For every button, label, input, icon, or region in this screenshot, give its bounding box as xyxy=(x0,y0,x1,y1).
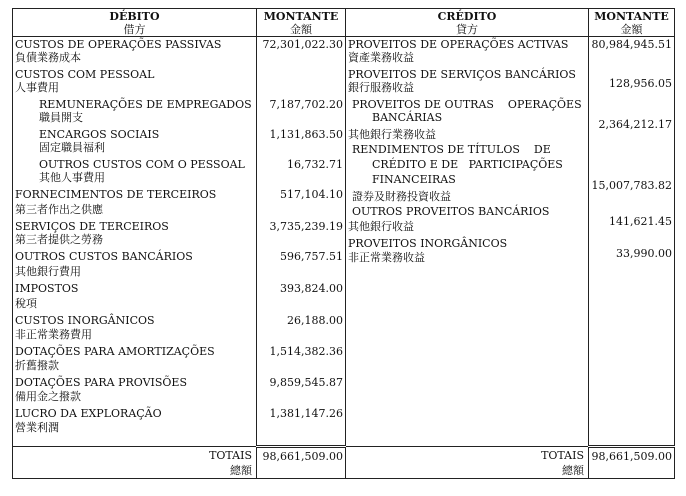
credit-amount: 15,007,783.82 xyxy=(591,179,672,192)
debit-total-label-zh: 總額 xyxy=(230,464,252,477)
amount-title-2: MONTANTE xyxy=(594,10,669,23)
credit-amount: 33,990.00 xyxy=(616,247,672,260)
debit-amount: 596,757.51 xyxy=(280,250,343,263)
debit-line: DOTAÇÕES PARA PROVISÕES xyxy=(15,376,187,389)
debit-line: 人事費用 xyxy=(15,81,59,94)
debit-line: 負債業務成本 xyxy=(15,51,81,64)
credit-amount: 2,364,212.17 xyxy=(598,118,672,131)
debit-total: 98,661,509.00 xyxy=(262,450,343,463)
credit-line: 銀行服務收益 xyxy=(348,81,414,94)
credit-total-label: TOTAIS xyxy=(541,449,584,462)
credit-line: 其他銀行業務收益 xyxy=(348,128,436,141)
amount-title-zh-2: 金額 xyxy=(620,23,643,36)
debit-line: SERVIÇOS DE TERCEIROS xyxy=(15,220,169,233)
credit-line: BANCÁRIAS xyxy=(372,111,443,124)
credit-line: CRÉDITO E DE PARTICIPAÇÕES xyxy=(372,158,563,171)
debit-line: 其他人事費用 xyxy=(39,171,105,184)
debit-header xyxy=(13,9,257,37)
debit-amount: 1,131,863.50 xyxy=(269,128,343,141)
profit-loss-table xyxy=(12,8,675,479)
credit-header xyxy=(346,9,589,37)
credit-line: PROVEITOS DE OPERAÇÕES ACTIVAS xyxy=(348,38,569,51)
debit-line: 折舊撥款 xyxy=(15,359,59,372)
amount-title: MONTANTE xyxy=(263,10,339,23)
credit-amount: 141,621.45 xyxy=(609,215,672,228)
debit-title-zh: 借方 xyxy=(123,23,146,36)
debit-line: ENCARGOS SOCIAIS xyxy=(39,128,160,141)
credit-line: PROVEITOS INORGÂNICOS xyxy=(348,237,508,250)
totals-row xyxy=(13,447,675,479)
debit-line: FORNECIMENTOS DE TERCEIROS xyxy=(15,188,217,201)
debit-line: 稅項 xyxy=(15,297,37,310)
debit-line: DOTAÇÕES PARA AMORTIZAÇÕES xyxy=(15,345,215,358)
debit-total-label-cell xyxy=(13,447,257,479)
credit-title: CRÉDITO xyxy=(437,10,497,23)
credit-line: 證券及財務投資收益 xyxy=(352,190,451,203)
debit-amount: 26,188.00 xyxy=(287,314,343,327)
debit-amount: 517,104.10 xyxy=(280,188,343,201)
debit-amount: 16,732.71 xyxy=(287,158,343,171)
credit-items-cell xyxy=(346,37,589,447)
credit-line: OUTROS PROVEITOS BANCÁRIOS xyxy=(352,205,550,218)
credit-line: PROVEITOS DE OUTRAS OPERAÇÕES xyxy=(352,98,582,111)
credit-amount-header xyxy=(589,9,675,37)
credit-amount: 80,984,945.51 xyxy=(591,38,672,51)
debit-amount-header xyxy=(257,9,346,37)
credit-total-label-zh: 總額 xyxy=(562,464,584,477)
credit-line: RENDIMENTOS DE TÍTULOS DE xyxy=(352,143,551,156)
debit-line: 營業利潤 xyxy=(15,421,59,434)
debit-line: CUSTOS INORGÂNICOS xyxy=(15,314,155,327)
debit-line: 第三者提供之勞務 xyxy=(15,233,103,246)
debit-line: REMUNERAÇÕES DE EMPREGADOS xyxy=(39,98,252,111)
debit-line: IMPOSTOS xyxy=(15,282,79,295)
debit-line: 非正常業務費用 xyxy=(15,328,92,341)
credit-amounts-cell xyxy=(589,37,675,447)
debit-amount: 1,514,382.36 xyxy=(269,345,343,358)
debit-line: 備用金之撥款 xyxy=(15,390,81,403)
debit-line: 其他銀行費用 xyxy=(15,265,81,278)
debit-line: 固定職員福利 xyxy=(39,141,105,154)
credit-line: 資產業務收益 xyxy=(348,51,414,64)
credit-title-zh: 貸方 xyxy=(456,23,478,36)
credit-total-label-cell xyxy=(346,447,589,479)
credit-line: 其他銀行收益 xyxy=(348,220,414,233)
debit-line: CUSTOS COM PESSOAL xyxy=(15,68,155,81)
debit-line: OUTROS CUSTOS COM O PESSOAL xyxy=(39,158,245,171)
debit-amount: 9,859,545.87 xyxy=(269,376,343,389)
debit-amount: 3,735,239.19 xyxy=(269,220,343,233)
debit-amount: 393,824.00 xyxy=(280,282,343,295)
debit-line: 職員開支 xyxy=(39,111,83,124)
credit-amount: 128,956.05 xyxy=(609,77,672,90)
amount-title-zh: 金額 xyxy=(290,23,312,36)
debit-total-label: TOTAIS xyxy=(209,449,252,462)
debit-total-cell xyxy=(257,447,346,479)
debit-line: LUCRO DA EXPLORAÇÃO xyxy=(15,407,162,420)
debit-items-cell xyxy=(13,37,257,447)
credit-total: 98,661,509.00 xyxy=(591,450,672,463)
debit-amounts-cell xyxy=(257,37,346,447)
debit-line: OUTROS CUSTOS BANCÁRIOS xyxy=(15,250,193,263)
debit-title: DÉBITO xyxy=(109,10,160,23)
credit-total-cell xyxy=(589,447,675,479)
debit-amount: 1,381,147.26 xyxy=(269,407,343,420)
debit-line: CUSTOS DE OPERAÇÕES PASSIVAS xyxy=(15,38,222,51)
credit-line: FINANCEIRAS xyxy=(372,173,456,186)
header-row xyxy=(13,9,675,37)
debit-amount: 7,187,702.20 xyxy=(269,98,343,111)
debit-line: 第三者作出之供應 xyxy=(15,203,103,216)
debit-amount: 72,301,022.30 xyxy=(262,38,343,51)
credit-line: 非正常業務收益 xyxy=(348,251,425,264)
credit-line: PROVEITOS DE SERVIÇOS BANCÁRIOS xyxy=(348,68,576,81)
body-row xyxy=(13,37,675,447)
